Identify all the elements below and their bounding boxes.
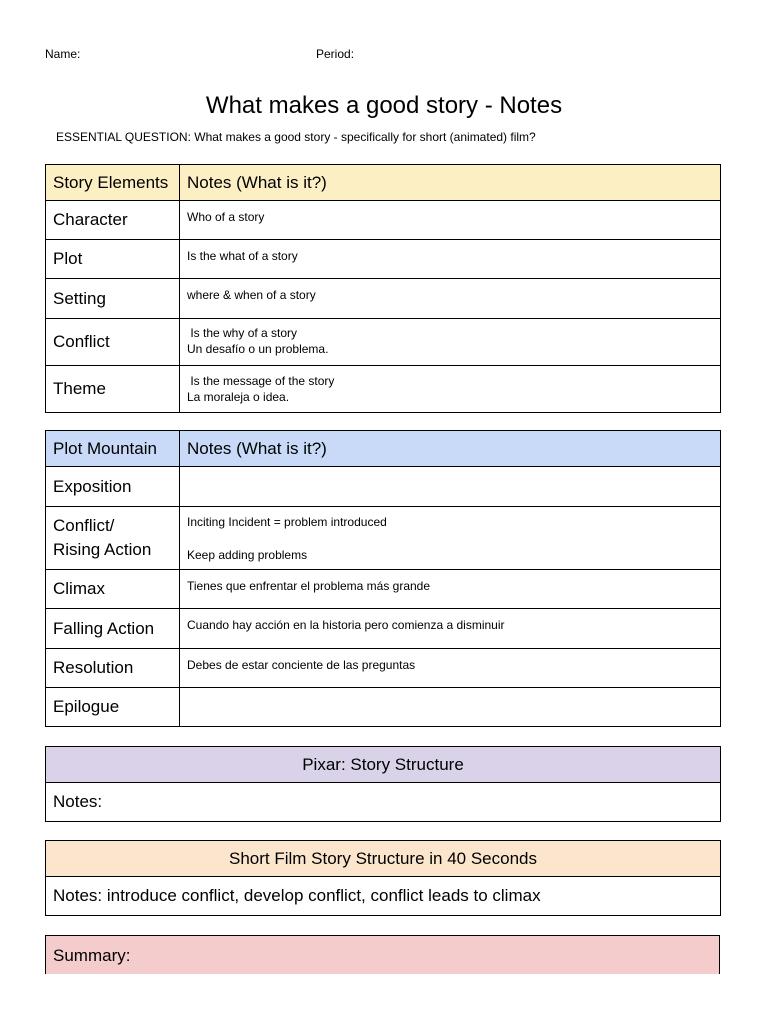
element-label: Conflict bbox=[46, 319, 180, 366]
element-label: Character bbox=[46, 201, 180, 240]
element-notes bbox=[180, 609, 721, 649]
short-film-title: Short Film Story Structure in 40 Seconds bbox=[46, 841, 721, 877]
short-film-structure-box bbox=[45, 840, 721, 916]
notes-line: Is the message of the story bbox=[187, 374, 335, 388]
story-elements-table bbox=[45, 164, 721, 413]
notes-line: Who of a story bbox=[187, 210, 265, 224]
element-notes bbox=[180, 507, 721, 570]
short-film-notes: Notes: introduce conflict, develop conflict, conflict leads to climax bbox=[46, 877, 721, 916]
notes-line: La moraleja o idea. bbox=[187, 390, 290, 404]
table-row bbox=[46, 570, 721, 609]
table-row bbox=[46, 467, 721, 507]
element-label: Resolution bbox=[46, 649, 180, 688]
notes-line: Tienes que enfrentar el problema más grande bbox=[187, 579, 431, 593]
notes-line: where & when of a story bbox=[187, 288, 316, 302]
table-row bbox=[46, 201, 721, 240]
table-row bbox=[46, 649, 721, 688]
table-row bbox=[46, 366, 721, 413]
element-notes bbox=[180, 366, 721, 413]
table-row bbox=[46, 688, 721, 727]
element-label: Exposition bbox=[46, 467, 180, 507]
name-label: Name: bbox=[45, 47, 81, 61]
element-notes bbox=[180, 649, 721, 688]
pixar-notes-row bbox=[46, 783, 721, 822]
pixar-title: Pixar: Story Structure bbox=[46, 747, 721, 783]
plot-mountain-header-row bbox=[46, 431, 721, 467]
table-row bbox=[46, 279, 721, 319]
element-notes bbox=[180, 467, 721, 507]
element-notes bbox=[180, 688, 721, 727]
notes-line: Un desafío o un problema. bbox=[187, 342, 329, 356]
element-notes bbox=[180, 279, 721, 319]
short-film-header-row bbox=[46, 841, 721, 877]
plot-mountain-header: Plot Mountain bbox=[46, 431, 180, 467]
table-row bbox=[46, 319, 721, 366]
summary-label: Summary: bbox=[53, 946, 131, 965]
element-label-line: Rising Action bbox=[53, 540, 152, 559]
notes-line: Is the why of a story bbox=[187, 326, 298, 340]
notes-header: Notes (What is it?) bbox=[180, 165, 721, 201]
element-label: Falling Action bbox=[46, 609, 180, 649]
notes-line: Inciting Incident = problem introduced bbox=[187, 515, 387, 529]
notes-line: Debes de estar conciente de las preguntas bbox=[187, 658, 416, 672]
element-label: Climax bbox=[46, 570, 180, 609]
notes-line: Is the what of a story bbox=[187, 249, 298, 263]
element-label: Theme bbox=[46, 366, 180, 413]
element-label bbox=[46, 507, 180, 570]
story-elements-header-row bbox=[46, 165, 721, 201]
element-notes bbox=[180, 240, 721, 279]
notes-line: Cuando hay acción en la historia pero comienza a disminuir bbox=[187, 618, 505, 632]
essential-question: ESSENTIAL QUESTION: What makes a good story - specifically for short (animated) film? bbox=[56, 130, 536, 144]
short-film-notes-row bbox=[46, 877, 721, 916]
page-title: What makes a good story - Notes bbox=[205, 92, 563, 119]
element-label: Setting bbox=[46, 279, 180, 319]
table-row bbox=[46, 507, 721, 570]
element-label: Epilogue bbox=[46, 688, 180, 727]
notes-line: Keep adding problems bbox=[187, 548, 308, 562]
story-elements-header: Story Elements bbox=[46, 165, 180, 201]
pixar-header-row bbox=[46, 747, 721, 783]
table-row bbox=[46, 240, 721, 279]
period-label: Period: bbox=[316, 47, 355, 61]
element-notes bbox=[180, 201, 721, 240]
table-row bbox=[46, 609, 721, 649]
element-notes bbox=[180, 319, 721, 366]
summary-box bbox=[45, 935, 720, 974]
pixar-notes: Notes: bbox=[46, 783, 721, 822]
notes-header: Notes (What is it?) bbox=[180, 431, 721, 467]
plot-mountain-table bbox=[45, 430, 721, 727]
element-notes bbox=[180, 570, 721, 609]
element-label: Plot bbox=[46, 240, 180, 279]
pixar-structure-box bbox=[45, 746, 721, 822]
element-label-line: Conflict/ bbox=[53, 516, 115, 535]
